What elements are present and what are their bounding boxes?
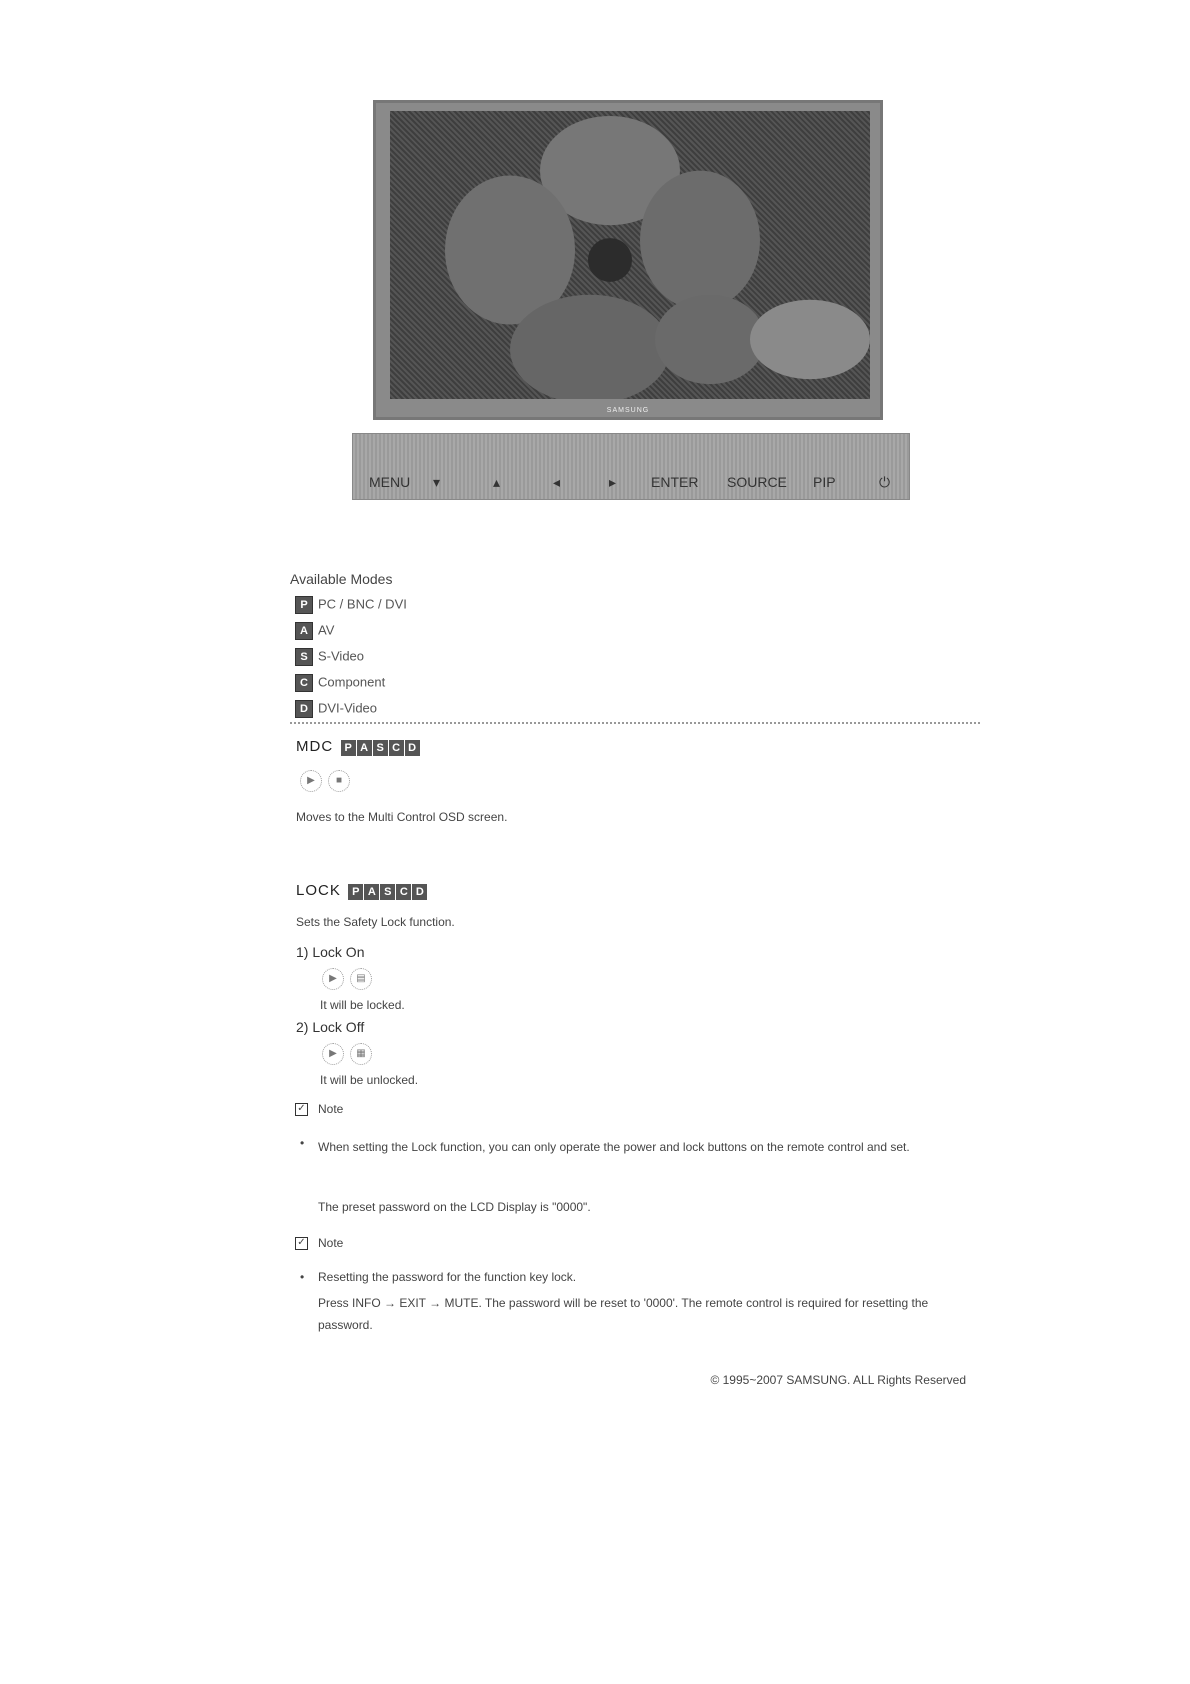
play-icon: ▶ — [300, 770, 322, 792]
monitor-brand: SAMSUNG — [606, 407, 650, 414]
bullet-icon: • — [300, 1270, 305, 1284]
lock-off-remote-buttons — [322, 1043, 378, 1065]
mdc-mode-badges — [341, 738, 421, 756]
mode-item — [295, 596, 407, 614]
mode-label: DVI-Video — [318, 700, 378, 716]
note-label: Note — [318, 1236, 344, 1250]
lock-icon: ▤ — [350, 968, 372, 990]
lock-on-remote-buttons — [322, 968, 378, 990]
mode-c-icon: C — [295, 674, 313, 692]
note-label: Note — [318, 1102, 344, 1116]
badge-c: C — [396, 884, 411, 900]
badge-d: D — [405, 740, 420, 756]
mode-label: PC / BNC / DVI — [318, 596, 407, 612]
copyright: © 1995~2007 SAMSUNG. ALL Rights Reserved — [710, 1373, 966, 1387]
mode-item — [295, 648, 364, 666]
enter-button[interactable]: ENTER — [651, 474, 699, 490]
mdc-remote-buttons — [300, 770, 356, 792]
mode-item — [295, 674, 385, 692]
left-button[interactable]: ◂ — [553, 474, 561, 490]
mode-label: S-Video — [318, 648, 365, 664]
source-button[interactable]: SOURCE — [727, 474, 787, 490]
mode-label: AV — [318, 622, 335, 638]
badge-a: A — [357, 740, 372, 756]
mdc-header — [296, 738, 421, 756]
note-1 — [295, 1102, 343, 1116]
right-button[interactable]: ▸ — [609, 474, 617, 490]
unlock-icon: ▦ — [350, 1043, 372, 1065]
badge-p: P — [341, 740, 356, 756]
mdc-description: Moves to the Multi Control OSD screen. — [296, 810, 508, 824]
note-2-bullet-line1: Resetting the password for the function key lock. — [318, 1270, 577, 1284]
lock-mode-badges — [348, 882, 428, 900]
mode-item — [295, 700, 377, 718]
lock-on-heading: 1) Lock On — [296, 944, 365, 960]
note-2-bullet-line2: Press INFO → EXIT → MUTE. The password will be reset to '0000'. The remote control is required for resetting the password. — [318, 1296, 929, 1332]
available-modes-title: Available Modes — [290, 571, 393, 587]
mode-item — [295, 622, 334, 640]
mode-d-icon: D — [295, 700, 313, 718]
badge-d: D — [412, 884, 427, 900]
monitor-image — [373, 100, 883, 420]
note-1-extra: The preset password on the LCD Display is "0000". — [318, 1200, 591, 1214]
badge-s: S — [373, 740, 388, 756]
pip-button[interactable]: PIP — [813, 474, 836, 490]
badge-c: C — [389, 740, 404, 756]
up-button[interactable]: ▴ — [493, 474, 501, 490]
lock-description: Sets the Safety Lock function. — [296, 915, 455, 929]
mode-label: Component — [318, 674, 386, 690]
flower-image — [390, 111, 870, 399]
lock-header — [296, 882, 428, 900]
badge-s: S — [380, 884, 395, 900]
lock-off-text: It will be unlocked. — [320, 1073, 419, 1087]
stop-icon: ■ — [328, 770, 350, 792]
power-icon[interactable]: ⏻ — [879, 474, 891, 490]
lock-title: LOCK — [296, 882, 341, 900]
bullet-icon: • — [300, 1136, 305, 1150]
play-icon: ▶ — [322, 1043, 344, 1065]
monitor-screen — [390, 111, 870, 399]
monitor-button-bar — [352, 433, 910, 500]
lock-off-heading: 2) Lock Off — [296, 1019, 365, 1035]
mdc-title: MDC — [296, 738, 334, 756]
checkbox-icon: ✓ — [295, 1103, 308, 1116]
play-icon: ▶ — [322, 968, 344, 990]
lock-on-text: It will be locked. — [320, 998, 405, 1012]
checkbox-icon: ✓ — [295, 1237, 308, 1250]
note-1-bullet: When setting the Lock function, you can only operate the power and lock buttons on the remote control and set. — [318, 1140, 910, 1154]
mode-a-icon: A — [295, 622, 313, 640]
badge-a: A — [364, 884, 379, 900]
badge-p: P — [348, 884, 363, 900]
down-button[interactable]: ▾ — [433, 474, 441, 490]
mode-p-icon: P — [295, 596, 313, 614]
mode-s-icon: S — [295, 648, 313, 666]
note-2 — [295, 1236, 343, 1250]
menu-button[interactable]: MENU — [369, 474, 411, 490]
section-divider — [290, 722, 980, 724]
